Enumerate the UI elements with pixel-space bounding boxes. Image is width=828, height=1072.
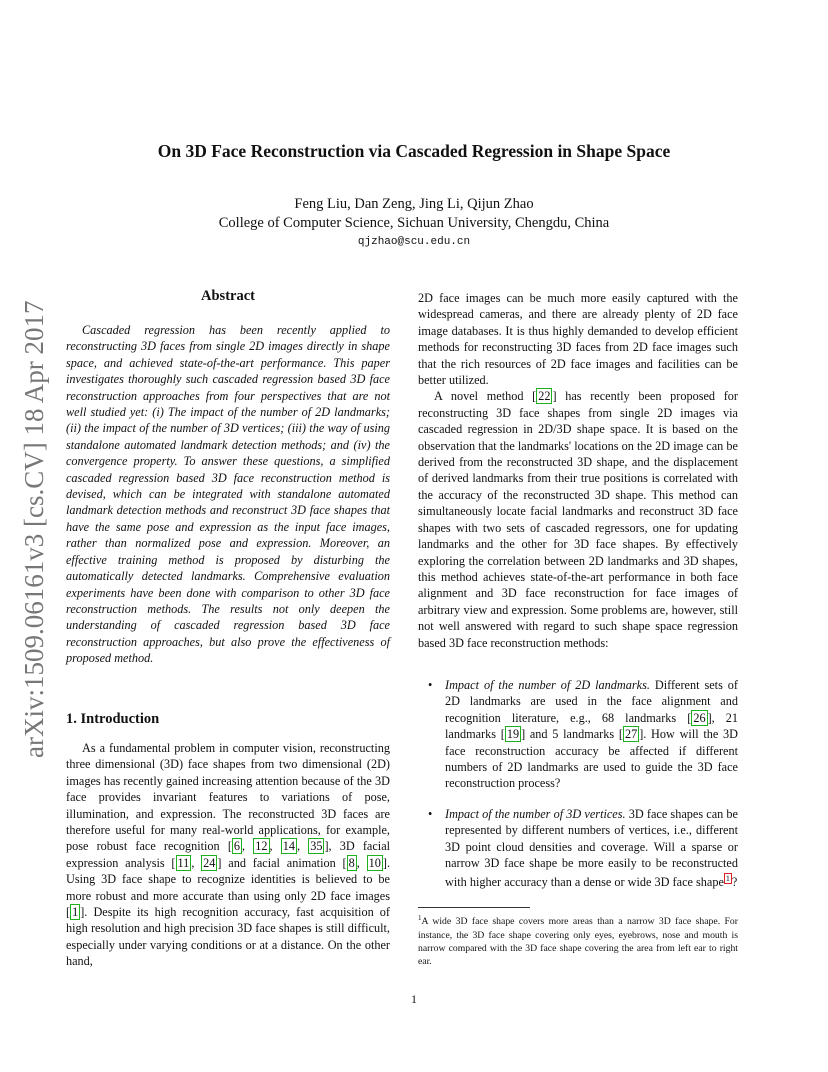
list-item-heading: Impact of the number of 2D landmarks. <box>445 678 650 692</box>
citation-link[interactable]: 10 <box>368 855 381 870</box>
text-run: 3D face shapes can be represented by different numbers of vertices, i.e., different 3D point cloud densities and coverage. Will a sparse or narrow 3D face shape be more easily to be reconstructed with higher accuracy than a dense or wide 3D face shape <box>445 806 738 890</box>
footnote-mark: 1 <box>418 914 422 922</box>
text-run: Different sets of 2D landmarks are used in the face alignment and recognition literature, e.g., 68 landmarks [ <box>445 678 738 725</box>
list-item <box>418 806 738 891</box>
footnote-divider <box>418 907 530 908</box>
list-item-heading: Impact of the number of 3D vertices. <box>445 806 626 821</box>
text-run: ] and 5 landmarks [ <box>521 727 623 742</box>
bullet-icon: • <box>428 806 433 821</box>
introduction-heading: 1. Introduction <box>66 711 160 727</box>
author-list: Feng Liu, Dan Zeng, Jing Li, Qijun Zhao <box>294 196 534 212</box>
citation-link[interactable]: 14 <box>282 839 295 854</box>
citation-link[interactable]: 8 <box>348 855 355 870</box>
question-list <box>418 677 738 905</box>
paper-title: On 3D Face Reconstruction via Cascaded Regression in Shape Space <box>157 141 671 161</box>
citation-link[interactable]: 24 <box>203 855 216 870</box>
text-run: ] has recently been proposed for reconstructing 3D face shapes from single 2D images via cascaded regression in 2D/3D shape space. It is based on the observation that the landmarks' locations on the 2D image can be derived from the reconstructed 3D shape, and the displacement of derived landmarks from their true positions is correlated with the accuracy of the reconstructed 3D shape. This method can simultaneously locate facial landmarks and reconstruct 3D face shapes with two sets of cascaded regressors, one for updating landmarks and the other for 3D face shapes. By effectively exploring the correlation between 2D landmarks and 3D shapes, this method achieves state-of-the-art performance in both face alignment and 3D face reconstruction for face images of arbitrary view and expression. Some problems are, however, still not well answered with regard to such shape space regression based 3D face reconstruction methods: <box>418 389 738 650</box>
citation-link[interactable]: 26 <box>693 710 706 725</box>
text-run: ], 3D facial expression analysis [ <box>66 839 391 870</box>
abstract-text: Cascaded regression has been recently applied to reconstructing 3D faces from single 2D images directly in shape space, and achieved state-of-the-art performance. This paper investigates thoroughly such cascaded regression based 3D face reconstruction approaches from four perspectives that are not well studied yet: (i) The impact of the number of 2D landmarks; (ii) the impact of the number of 3D vertices; (iii) the way of using standalone automated landmark detection methods; and (iv) the convergence property. To answer these questions, a simplified cascaded regression based 3D face reconstruction method is devised, which can be integrated with standalone automated landmark detection methods and reconstruct 3D face shapes that have the same pose and expression as the input face images, rather than normalized pose and expression. Moreover, an effective training method is proposed by disturbing the automatically detected landmarks. Comprehensive evaluation experiments have been done with comparison to other 3D face reconstruction methods. The results not only deepen the understanding of cascaded regression based 3D face reconstruction approaches, but also prove the effectiveness of proposed method. <box>66 323 390 666</box>
footnote <box>418 912 738 968</box>
text-run: ]. Despite its high recognition accuracy, fast acquisition of high resolution and high precision 3D face shapes is still difficult, especially under varying conditions or at a distance. On the other hand, <box>66 905 390 969</box>
abstract-body <box>66 322 390 667</box>
citation-link[interactable]: 11 <box>177 855 190 870</box>
text-run: ? <box>731 875 738 890</box>
page-number: 1 <box>411 992 417 1006</box>
list-item <box>418 677 738 792</box>
citation-link[interactable]: 35 <box>310 839 323 854</box>
footnote-link[interactable]: 1 <box>725 874 730 884</box>
abstract-heading: Abstract <box>201 288 255 304</box>
text-run: ]. Using 3D face shape to recognize identities is believed to be more robust and more accurate than using only 2D face images [ <box>66 855 391 920</box>
affiliation: College of Computer Science, Sichuan University, Chengdu, China <box>218 215 610 231</box>
citation-link[interactable]: 27 <box>624 727 638 742</box>
citation-link[interactable]: 12 <box>255 839 268 854</box>
right-column-body <box>418 290 738 651</box>
contact-email[interactable]: qjzhao@scu.edu.cn <box>357 236 471 248</box>
continued-paragraph: 2D face images can be much more easily captured with the widespread cameras, and there are already plenty of 2D face image databases. It is thus highly demanded to develop efficient methods for reconstructing 3D faces from 2D face images such that the rich resources of 2D face images and facilities can be better utilized. <box>418 291 738 388</box>
intro-paragraph-1: As a fundamental problem in computer vision, reconstructing three dimensional (3D) face shapes from two dimensional (2D) images has recently gained increasing attention because of the 3D face provides invariant features to variations of pose, illumination, and expression. The reconstructed 3D faces are therefore useful for many real-world applications, for example, pose robust face recognition [ 6 , 12 , 14 , 35 ], 3D facial expression analysis [ 11 , 24 ] and facial animation [ 8 , 10 ]. Using 3D face shape to recognize identities is believed to be more robust and more accurate than using only 2D face images [ 1 ]. Despite its high recognition accuracy, fast acquisition of high resolution and high precision 3D face shapes is still difficult, especially under varying conditions or at a distance. On the other hand, <box>66 741 391 969</box>
citation-link[interactable]: 19 <box>506 727 520 742</box>
citation-link[interactable]: 6 <box>233 839 241 854</box>
text-run: ], 21 landmarks [ <box>445 710 738 742</box>
text-run: A novel method [ <box>434 389 537 404</box>
text-run: ]. How will the 3D face reconstruction accuracy be affected if different numbers of 2D landmarks are used to guide the 3D face reconstruction process? <box>445 727 738 791</box>
bullet-icon: • <box>428 678 433 692</box>
citation-link[interactable]: 22 <box>538 389 551 404</box>
text-run: As a fundamental problem in computer vision, reconstructing three dimensional (3D) face shapes from two dimensional (2D) images has recently gained increasing attention because of the 3D face provides invariant features to variations of pose, illumination, and expression. The reconstructed 3D faces are therefore useful for many real-world applications, for example, pose robust face recognition [ <box>66 741 390 854</box>
introduction-body <box>66 740 390 970</box>
text-run: ] and facial animation [ <box>217 855 347 870</box>
arxiv-stamp: arXiv:1509.06161v3 [cs.CV] 18 Apr 2017 <box>19 300 49 758</box>
footnote-text: A wide 3D face shape covers more areas than a narrow 3D face shape. For instance, the 3D face shape covering only eyes, eyebrows, nose and mouth is narrow compared with the 3D face shape covering the area from left ear to right ear. <box>418 916 738 968</box>
citation-link[interactable]: 1 <box>72 905 79 920</box>
paragraph-novel-method <box>418 388 738 651</box>
